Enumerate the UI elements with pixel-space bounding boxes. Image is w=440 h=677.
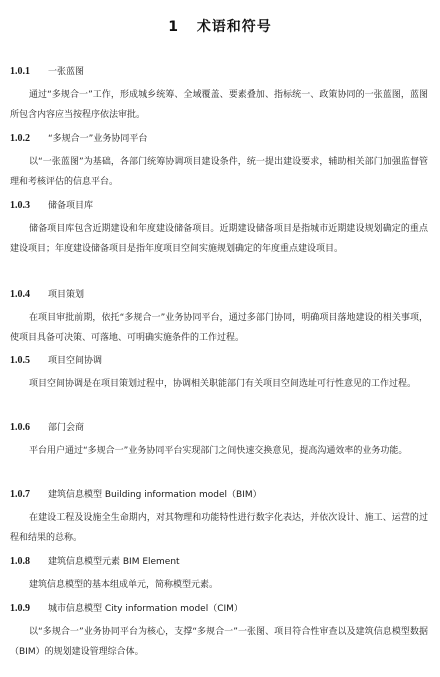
section-title: “多规合一”业务协同平台 <box>48 134 148 144</box>
chapter-title-text: 术语和符号 <box>196 19 272 35</box>
section-number: 1.0.7 <box>10 489 30 500</box>
section-heading-1-0-3 <box>10 200 93 212</box>
section-title: 一张蓝图 <box>48 67 85 77</box>
section-number: 1.0.9 <box>10 603 30 614</box>
section-title: 项目策划 <box>48 290 85 300</box>
section-heading-1-0-2 <box>10 133 147 145</box>
section-heading-1-0-4 <box>10 289 84 301</box>
section-body-1-0-7: 在建设工程及设施全生命期内，对其物理和功能特性进行数字化表达，并依次设计、施工、运营的过程和结果的总称。 <box>10 513 428 543</box>
section-heading-1-0-1 <box>10 66 84 78</box>
section-title: 城市信息模型 City information model（CIM） <box>48 604 243 614</box>
section-number: 1.0.6 <box>10 422 30 433</box>
section-number: 1.0.3 <box>10 200 30 211</box>
chapter-number: 1 <box>168 19 179 35</box>
section-body-1-0-8: 建筑信息模型的基本组成单元，简称模型元素。 <box>29 580 219 590</box>
section-body-1-0-4: 在项目审批前期，依托“多规合一”业务协同平台，通过多部门协同，明确项目落地建设的相关事项，使项目具备可决策、可落地、可明确实施条件的工作过程。 <box>10 313 428 343</box>
chapter-title <box>0 16 440 36</box>
section-title: 项目空间协调 <box>48 356 103 366</box>
section-body-1-0-2: 以“一张蓝图”为基础，各部门统筹协调项目建设条件，统一提出建设要求，辅助相关部门加强监督管理和考核评估的信息平台。 <box>10 157 428 187</box>
section-heading-1-0-6 <box>10 422 84 434</box>
section-number: 1.0.5 <box>10 355 30 366</box>
section-title: 储备项目库 <box>48 201 94 211</box>
section-body-1-0-5: 项目空间协调是在项目策划过程中，协调相关职能部门有关项目空间选址可行性意见的工作过程。 <box>29 379 417 389</box>
section-title: 建筑信息模型 Building information model（BIM） <box>48 490 262 500</box>
section-heading-1-0-7 <box>10 489 262 501</box>
section-number: 1.0.2 <box>10 133 30 144</box>
section-number: 1.0.8 <box>10 556 30 567</box>
section-body-1-0-6: 平台用户通过“多规合一”业务协同平台实现部门之间快速交换意见，提高沟通效率的业务功能。 <box>29 446 408 456</box>
section-heading-1-0-5 <box>10 355 102 367</box>
section-number: 1.0.1 <box>10 66 30 77</box>
section-body-1-0-1: 通过“多规合一”工作，形成城乡统筹、全域覆盖、要素叠加、指标统一、政策协同的一张蓝图，蓝图所包含内容应当按程序依法审批。 <box>10 90 428 120</box>
section-heading-1-0-8 <box>10 556 180 568</box>
section-number: 1.0.4 <box>10 289 30 300</box>
section-title: 部门会商 <box>48 423 85 433</box>
section-title: 建筑信息模型元素 BIM Element <box>48 557 180 567</box>
section-heading-1-0-9 <box>10 603 243 615</box>
section-body-1-0-3: 储备项目库包含近期建设和年度建设储备项目。近期建设储备项目是指城市近期建设规划确定的重点建设项目；年度建设储备项目是指年度项目空间实施规划确定的年度重点建设项目。 <box>10 224 428 254</box>
section-body-1-0-9: 以“多规合一”业务协同平台为核心，支撑“多规合一”一张图、项目符合性审查以及建筑信息模型数据（BIM）的规划建设管理综合体。 <box>10 627 428 657</box>
